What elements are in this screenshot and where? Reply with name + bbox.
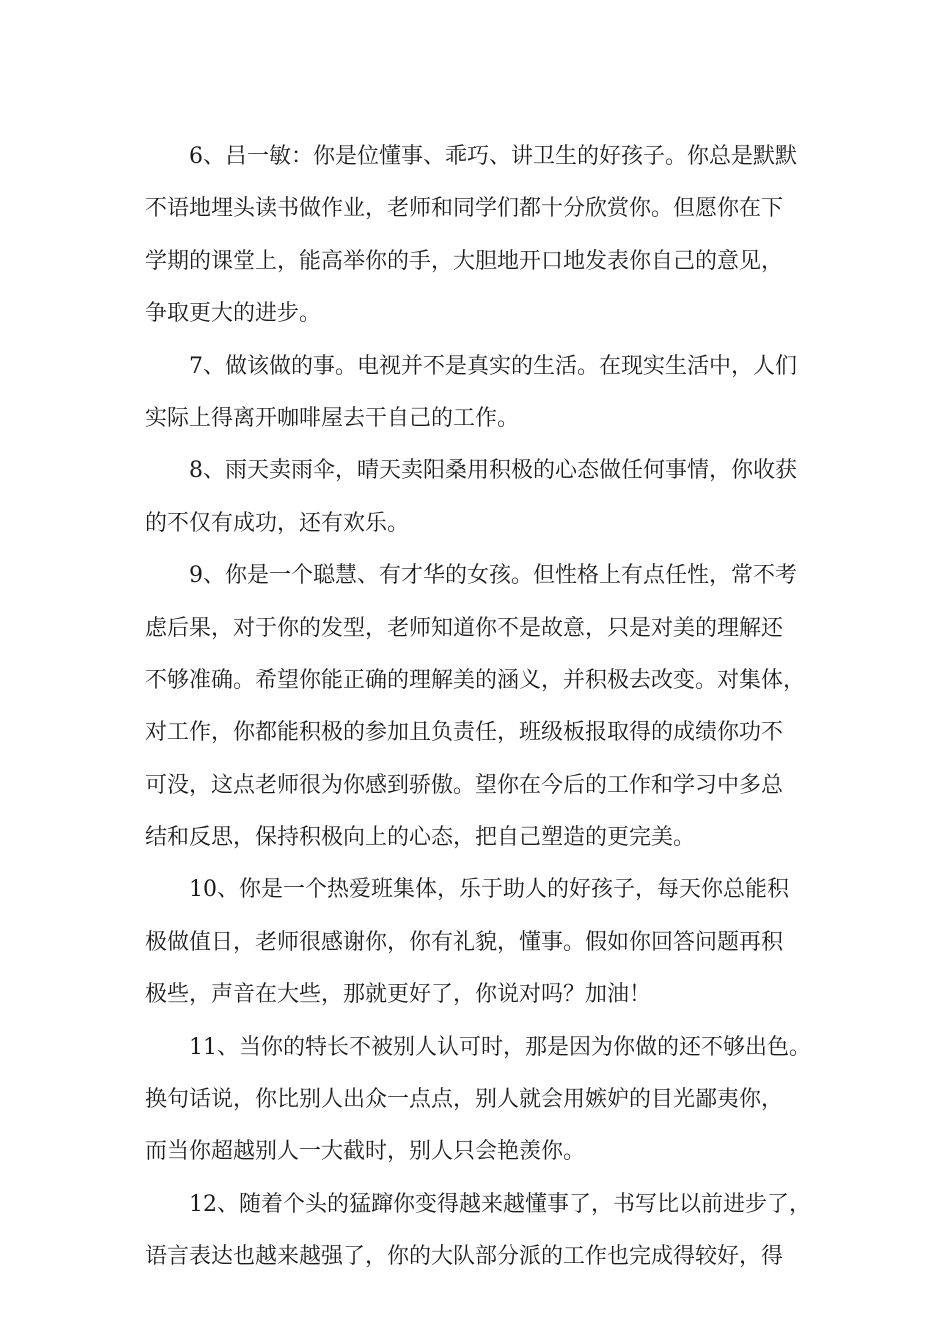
- paragraph-7: [145, 341, 810, 446]
- text-line: 8、雨天卖雨伞，晴天卖阳桑用积极的心态做任何事情，你收获: [189, 458, 797, 484]
- text-line: 极做值日，老师很感谢你，你有礼貌，懂事。假如你回答问题再积: [145, 929, 784, 955]
- text-line: 语言表达也越来越强了，你的大队部分派的工作也完成得较好，得: [145, 1244, 784, 1270]
- text-line: 虑后果，对于你的发型，老师知道你不是故意，只是对美的理解还: [145, 615, 784, 641]
- text-line: 可没，这点老师很为你感到骄傲。望你在今后的工作和学习中多总: [145, 772, 784, 798]
- paragraph-8: [145, 445, 810, 550]
- text-line: 换句话说，你比别人出众一点点，别人就会用嫉妒的目光鄙夷你，: [145, 1087, 784, 1113]
- paragraph-12: [145, 1179, 810, 1284]
- text-line: 9、你是一个聪慧、有才华的女孩。但性格上有点任性，常不考: [189, 563, 797, 589]
- text-line: 6、吕一敏：你是位懂事、乖巧、讲卫生的好孩子。你总是默默: [189, 144, 797, 169]
- text-line: 实际上得离开咖啡屋去干自己的工作。: [145, 405, 520, 431]
- text-line: 12、随着个头的猛蹿你变得越来越懂事了，书写比以前进步了，: [189, 1191, 811, 1217]
- document-body: [145, 131, 810, 1284]
- paragraph-11: [145, 1022, 810, 1179]
- text-line: 极些，声音在大些，那就更好了，你说对吗？加油！: [145, 982, 652, 1008]
- paragraph-10: [145, 864, 810, 1021]
- paragraph-9: [145, 550, 810, 864]
- paragraph-6: [145, 131, 810, 341]
- text-line: 对工作，你都能积极的参加且负责任，班级板报取得的成绩你功不: [145, 720, 784, 746]
- text-line: 的不仅有成功，还有欢乐。: [145, 510, 410, 536]
- text-line: 不语地埋头读书做作业，老师和同学们都十分欣赏你。但愿你在下: [145, 196, 784, 222]
- text-line: 而当你超越别人一大截时，别人只会艳羡你。: [145, 1139, 586, 1165]
- text-line: 不够准确。希望你能正确的理解美的涵义，并积极去改变。对集体，: [145, 667, 806, 693]
- text-line: 11、当你的特长不被别人认可时，那是因为你做的还不够出色。: [189, 1034, 811, 1060]
- text-line: 7、做该做的事。电视并不是真实的生活。在现实生活中，人们: [189, 353, 797, 379]
- text-line: 10、你是一个热爱班集体，乐于助人的好孩子，每天你总能积: [189, 877, 789, 903]
- text-line: 结和反思，保持积极向上的心态，把自己塑造的更完美。: [145, 825, 696, 851]
- text-line: 学期的课堂上，能高举你的手，大胆地开口地发表你自己的意见，: [145, 248, 784, 274]
- text-line: 争取更大的进步。: [145, 301, 322, 327]
